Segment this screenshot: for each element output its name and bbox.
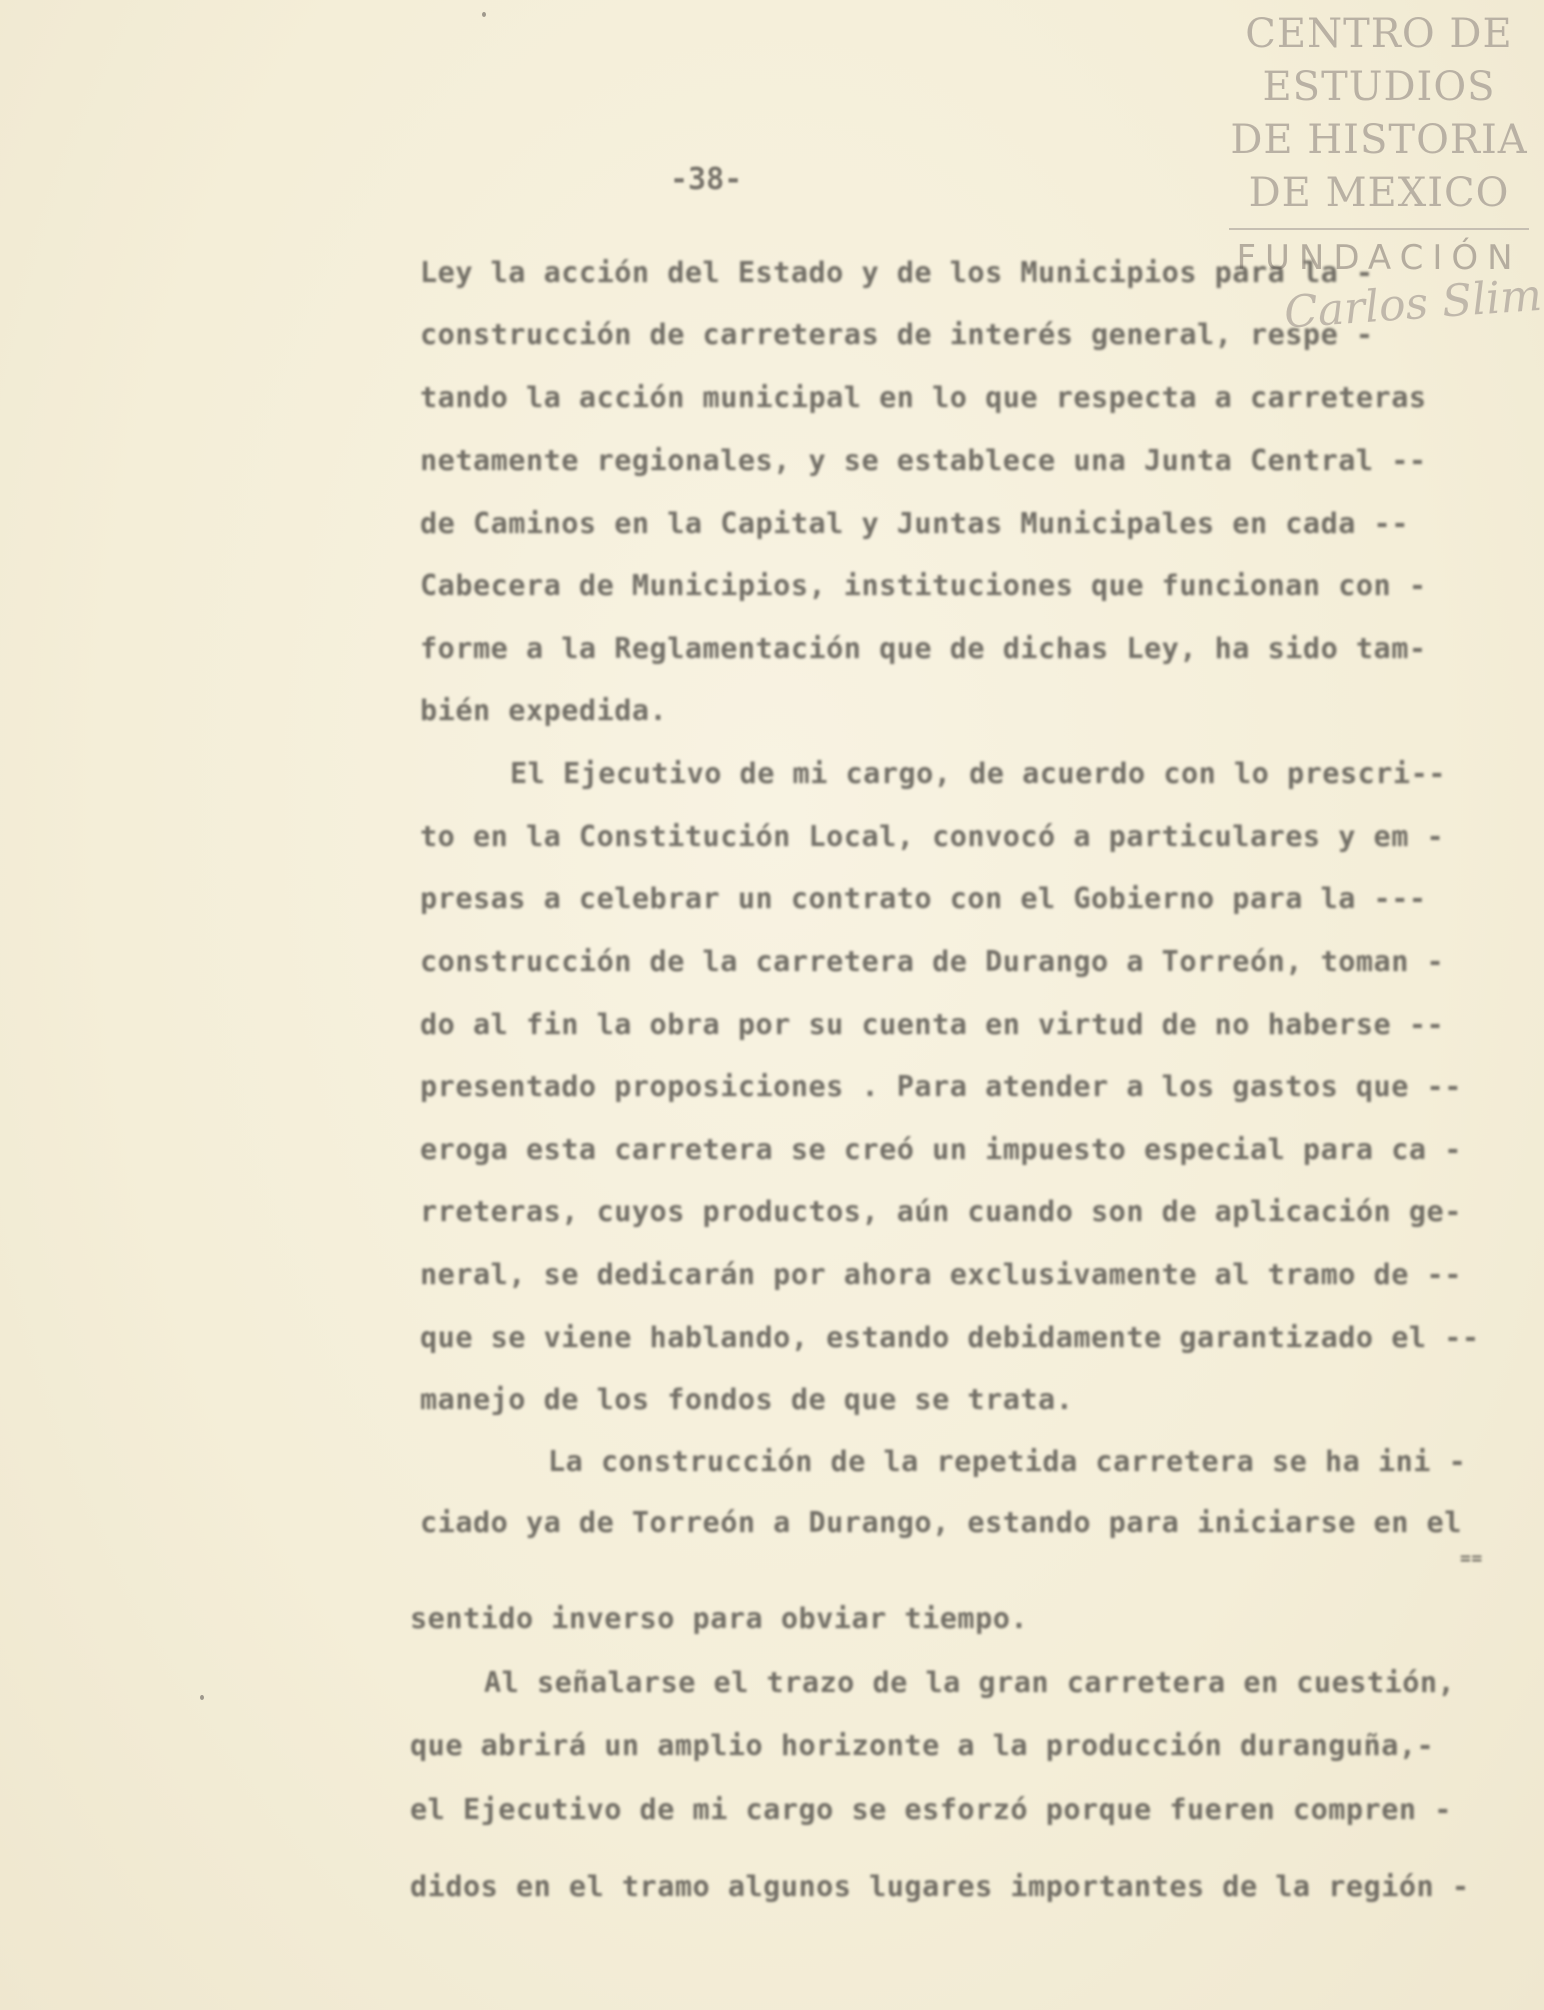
text-line: que abrirá un amplio horizonte a la producción duranguña,- (410, 1729, 1435, 1762)
text-line: forme a la Reglamentación que de dichas Ley, ha sido tam- (420, 632, 1427, 665)
text-line: manejo de los fondos de que se trata. (420, 1383, 1074, 1416)
text-line: construcción de la carretera de Durango a Torreón, toman - (420, 945, 1445, 978)
text-line: construcción de carreteras de interés general, respe - (420, 318, 1374, 351)
watermark-line-2: ESTUDIOS (1262, 64, 1496, 110)
text-line: to en la Constitución Local, convocó a particulares y em - (420, 820, 1445, 853)
paper-speck (200, 1695, 204, 1700)
watermark-line-3: DE HISTORIA (1230, 117, 1528, 163)
watermark-foundation: FUNDACIÓN (1236, 238, 1522, 278)
text-line: rreteras, cuyos productos, aún cuando son de aplicación ge- (420, 1195, 1462, 1228)
watermark-signature: Carlos Slim (1282, 269, 1544, 339)
watermark-line-4: DE MEXICO (1248, 170, 1510, 216)
text-line: presas a celebrar un contrato con el Gobierno para la --- (420, 882, 1427, 915)
text-line: do al fin la obra por su cuenta en virtud de no haberse -- (420, 1008, 1445, 1041)
text-line: tando la acción municipal en lo que respecta a carreteras (420, 381, 1427, 414)
text-line: el Ejecutivo de mi cargo se esforzó porque fueren compren - (410, 1793, 1452, 1826)
paper-speck (482, 12, 486, 17)
text-line: didos en el tramo algunos lugares importantes de la región - (410, 1870, 1470, 1903)
text-line: neral, se dedicarán por ahora exclusivamente al tramo de -- (420, 1258, 1462, 1291)
text-line: Ley la acción del Estado y de los Municipios para la - (420, 256, 1374, 289)
page-number: -38- (670, 162, 743, 197)
text-line: El Ejecutivo de mi cargo, de acuerdo con lo prescri-- (510, 757, 1446, 790)
text-line: de Caminos en la Capital y Juntas Municipales en cada -- (420, 507, 1409, 540)
text-line: netamente regionales, y se establece una Junta Central -- (420, 444, 1427, 477)
text-line: Cabecera de Municipios, instituciones que funcionan con - (420, 569, 1427, 602)
text-line: presentado proposiciones . Para atender a los gastos que -- (420, 1070, 1462, 1103)
text-line: bién expedida. (420, 694, 668, 727)
text-line: Al señalarse el trazo de la gran carretera en cuestión, (484, 1666, 1456, 1699)
text-line: eroga esta carretera se creó un impuesto especial para ca - (420, 1133, 1462, 1166)
text-line: ciado ya de Torreón a Durango, estando para iniciarse en el (420, 1506, 1462, 1539)
watermark-divider (1229, 228, 1529, 230)
text-line: == (1460, 1548, 1483, 1569)
text-line: que se viene hablando, estando debidamente garantizado el -- (420, 1321, 1480, 1354)
text-line: La construcción de la repetida carretera se ha ini - (548, 1445, 1467, 1478)
watermark-line-1: CENTRO DE (1245, 11, 1513, 57)
text-line: sentido inverso para obviar tiempo. (410, 1602, 1029, 1635)
